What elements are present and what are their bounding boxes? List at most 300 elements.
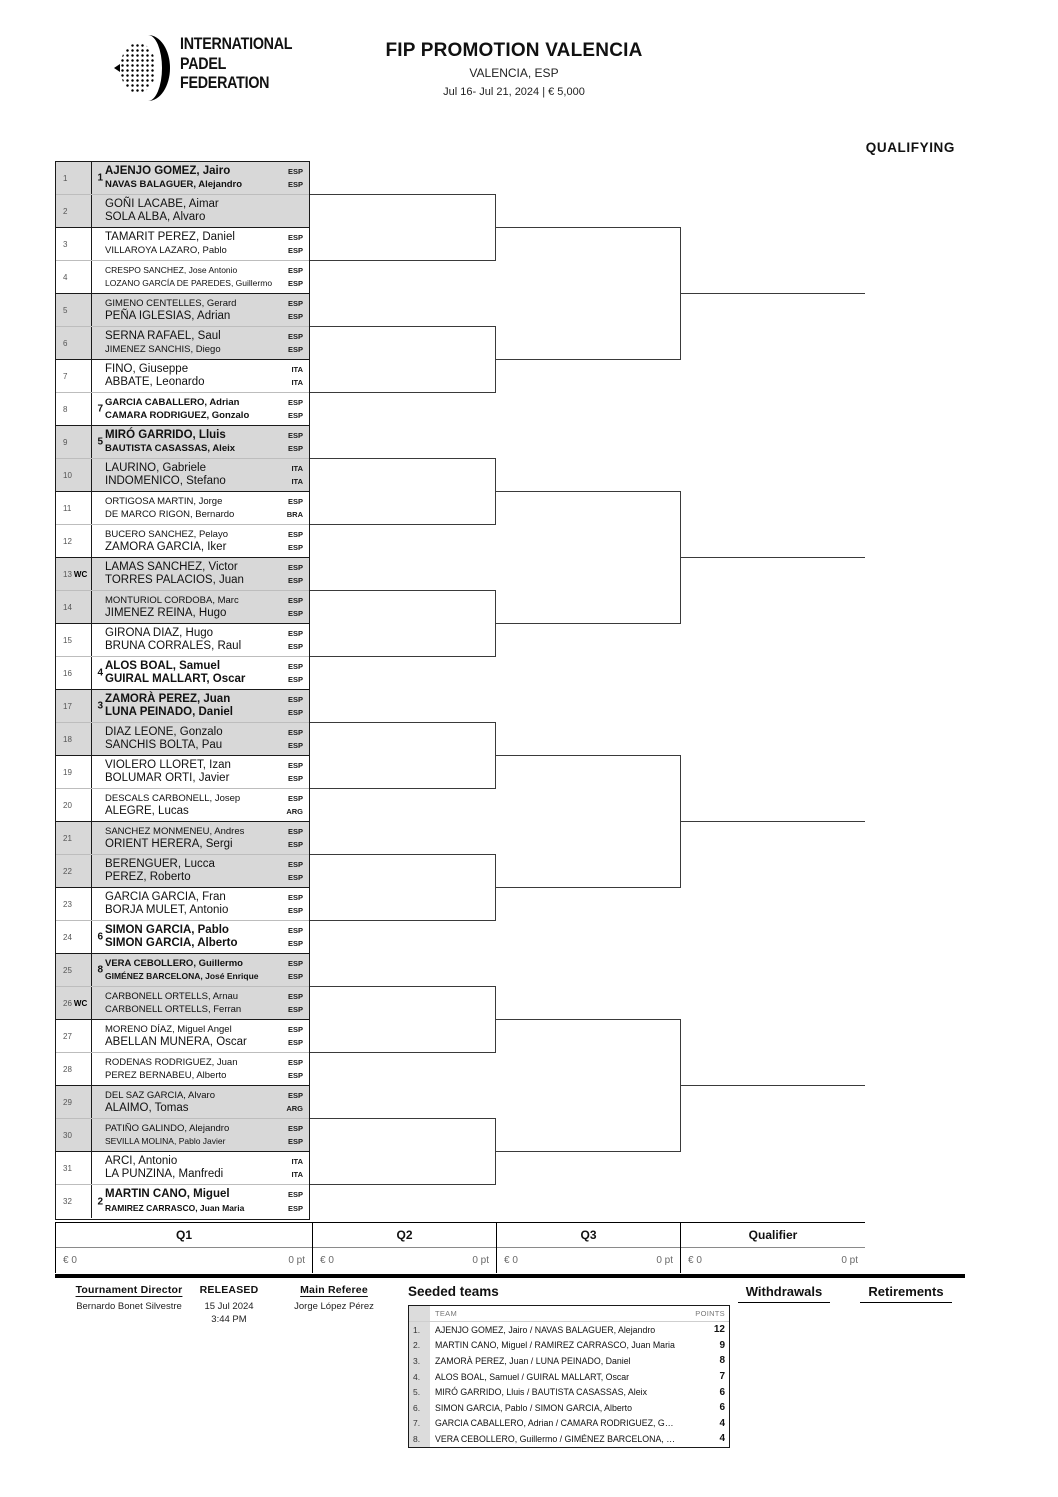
event-title: FIP PROMOTION VALENCIA [385, 40, 643, 61]
entry-position: 3 [63, 239, 68, 249]
seeded-team-rank: 4. [409, 1369, 430, 1385]
player-lines [105, 330, 309, 357]
player-line [105, 891, 309, 905]
player-line [105, 165, 309, 179]
seeded-team-row [409, 1416, 729, 1432]
country-code: ESP [287, 675, 303, 684]
bracket-line [310, 458, 495, 459]
seeded-team-rank: 2. [409, 1338, 430, 1354]
country-code: ESP [287, 972, 303, 981]
country-code: ESP [287, 232, 303, 242]
country-code: ESP [287, 1024, 303, 1034]
logo-arrow-icon [114, 64, 120, 72]
player-lines [105, 957, 309, 984]
country-code: ESP [287, 265, 303, 275]
player-lines [105, 1089, 309, 1116]
player-name: MARTIN CANO, Miguel [105, 1188, 230, 1200]
player-name: TAMARIT PEREZ, Daniel [105, 230, 235, 243]
bracket-line [310, 722, 495, 723]
entry-position: 27 [63, 1031, 72, 1041]
player-line [105, 1036, 309, 1050]
player-lines [105, 858, 309, 885]
player-name: DIAZ LEONE, Gonzalo [105, 725, 223, 738]
player-line [105, 957, 309, 971]
entry-position-cell [56, 261, 92, 293]
entry-team [92, 756, 309, 788]
player-line [105, 1135, 309, 1149]
round-column-q2 [312, 1222, 496, 1273]
player-lines [105, 561, 309, 588]
bracket-line [495, 1151, 680, 1152]
entry-team [92, 657, 309, 689]
entry-position-cell [56, 1185, 92, 1218]
round-column-q3 [496, 1222, 680, 1273]
player-name: BOLUMAR ORTI, Javier [105, 772, 230, 784]
entry-position-cell [56, 294, 92, 326]
bracket-line [495, 623, 680, 624]
released-time: 3:44 PM [211, 1314, 247, 1325]
country-code: ESP [287, 298, 303, 308]
country-code: ESP [287, 562, 303, 572]
seeded-team-points: 4 [719, 1433, 725, 1445]
country-code: ESP [287, 444, 303, 453]
country-code: ESP [287, 1137, 303, 1146]
player-name: VERA CEBOLLERO, Guillermo [105, 957, 243, 969]
tournament-director-label: Tournament Director [75, 1284, 183, 1296]
bracket-entry [56, 723, 309, 756]
country-code: ITA [291, 364, 303, 374]
player-line [105, 1089, 309, 1103]
player-line [105, 1102, 309, 1116]
country-code: ESP [287, 793, 303, 803]
released-label: RELEASED [199, 1284, 259, 1296]
country-code: ITA [291, 378, 303, 387]
country-code: ESP [287, 246, 303, 255]
seed-number: 8 [97, 964, 103, 976]
country-code: ESP [287, 609, 303, 618]
bracket-line [680, 557, 865, 558]
released-block [196, 1284, 262, 1325]
country-code: ESP [287, 774, 303, 783]
player-name: LAURINO, Gabriele [105, 461, 206, 474]
bracket-entry [56, 195, 309, 228]
seeded-team-points: 7 [719, 1371, 725, 1383]
country-code: ESP [287, 595, 303, 605]
player-line [105, 739, 309, 753]
entry-team [92, 1020, 309, 1052]
entry-position-cell [56, 1053, 92, 1085]
bracket-entry [56, 360, 309, 393]
country-code: ESP [287, 939, 303, 948]
player-line [105, 673, 309, 687]
player-line [105, 640, 309, 654]
player-name: GARCIA GARCIA, Fran [105, 890, 226, 903]
entry-team [92, 1185, 309, 1218]
entry-position-cell [56, 624, 92, 656]
seeded-team-points: 8 [719, 1355, 725, 1367]
bracket-entry [56, 921, 309, 954]
entry-position-cell [56, 360, 92, 392]
player-line [105, 363, 309, 377]
player-name: ABELLAN MUNERA, Oscar [105, 1036, 247, 1048]
entry-team [92, 327, 309, 359]
entry-position: 7 [63, 371, 68, 381]
round-prize-points [313, 1248, 496, 1272]
entry-position: 29 [63, 1097, 72, 1107]
player-line [105, 693, 309, 707]
entry-position-cell [56, 591, 92, 623]
player-name: ALOS BOAL, Samuel [105, 659, 221, 672]
seeded-team-row [409, 1338, 729, 1354]
seed-number: 6 [97, 931, 103, 943]
player-name: BERENGUER, Lucca [105, 857, 215, 870]
entry-team [92, 1086, 309, 1118]
player-line [105, 198, 309, 212]
entry-position-cell [56, 459, 92, 491]
entry-team [92, 492, 309, 524]
entry-position: 30 [63, 1130, 72, 1140]
entry-position: 26 [63, 998, 72, 1008]
seeded-team-rank: 1. [409, 1322, 430, 1338]
player-name: JIMENEZ REINA, Hugo [105, 607, 227, 619]
player-line [105, 442, 309, 456]
country-code: ESP [287, 892, 303, 902]
player-name: PEREZ, Roberto [105, 871, 191, 883]
player-name: ALAIMO, Tomas [105, 1102, 189, 1114]
entry-team [92, 954, 309, 986]
player-lines [105, 924, 309, 951]
player-line [105, 462, 309, 476]
player-name: AJENJO GOMEZ, Jairo [105, 164, 231, 177]
player-line [105, 1168, 309, 1182]
country-code: ESP [287, 1005, 303, 1014]
player-name: BRUNA CORRALES, Raul [105, 640, 242, 652]
country-code: ESP [287, 543, 303, 552]
tournament-director-block [65, 1284, 193, 1312]
player-name: CARBONELL ORTELLS, Ferran [105, 1004, 242, 1015]
seed-number: 5 [97, 436, 103, 448]
bracket-line [680, 293, 865, 294]
bracket-entry [56, 327, 309, 360]
seeded-points-column-header: POINTS [695, 1309, 725, 1318]
bracket-line [310, 194, 495, 195]
entry-team [92, 459, 309, 491]
seeded-team-row [409, 1400, 729, 1416]
player-lines [105, 660, 309, 687]
main-referee-label: Main Referee [300, 1284, 368, 1296]
bracket-entry [56, 690, 309, 723]
player-lines [105, 594, 309, 621]
round-points: 0 pt [656, 1254, 673, 1266]
country-code: ESP [287, 1090, 303, 1100]
player-line [105, 726, 309, 740]
entry-position-cell [56, 228, 92, 260]
player-name: BUCERO SANCHEZ, Pelayo [105, 528, 229, 540]
bracket-entry-list [55, 161, 310, 1220]
player-line [105, 594, 309, 608]
country-code: ESP [287, 1038, 303, 1047]
player-line [105, 937, 309, 951]
bracket-line [495, 755, 680, 756]
bracket-entry [56, 591, 309, 624]
player-line [105, 838, 309, 852]
round-prize: € 0 [63, 1254, 77, 1266]
entry-team [92, 228, 309, 260]
player-line [105, 409, 309, 423]
entry-team [92, 888, 309, 920]
entry-position-cell [56, 954, 92, 986]
entry-position-cell [56, 492, 92, 524]
bracket-entry [56, 888, 309, 921]
player-name: ORIENT HERERA, Sergi [105, 838, 233, 850]
player-line [105, 990, 309, 1004]
entry-team [92, 1119, 309, 1151]
entry-team [92, 591, 309, 623]
federation-logo-text [180, 34, 292, 93]
entry-team [92, 822, 309, 854]
round-points: 0 pt [288, 1254, 305, 1266]
entry-position: 16 [63, 668, 72, 678]
player-name: LUNA PEINADO, Daniel [105, 706, 234, 718]
player-line [105, 277, 309, 291]
player-line [105, 660, 309, 674]
country-code: ESP [287, 661, 303, 671]
bracket-entry [56, 261, 309, 294]
entry-team [92, 525, 309, 557]
country-code: ARG [286, 807, 303, 816]
entry-team [92, 921, 309, 953]
player-name: GIMENO CENTELLES, Gerard [105, 297, 237, 309]
player-name: DEL SAZ GARCIA, Alvaro [105, 1089, 215, 1101]
player-lines [105, 165, 309, 192]
bracket-line [310, 260, 495, 261]
country-code: ESP [287, 279, 303, 288]
entry-position-cell [56, 1152, 92, 1184]
entry-position-cell [56, 558, 92, 590]
seed-number: 7 [97, 403, 103, 415]
bracket-line [310, 1118, 495, 1119]
player-lines [105, 1056, 309, 1083]
entry-team [92, 789, 309, 821]
seeded-team-name: SIMON GARCIA, Pablo / SIMON GARCIA, Alberto [435, 1402, 633, 1413]
entry-position: 23 [63, 899, 72, 909]
seed-number: 2 [97, 1196, 103, 1207]
player-line [105, 508, 309, 522]
bracket-line [310, 590, 495, 591]
country-code: ESP [287, 411, 303, 420]
player-line [105, 1202, 309, 1216]
player-name: CARBONELL ORTELLS, Arnau [105, 990, 239, 1002]
bracket-line [310, 1184, 495, 1185]
bracket-entry [56, 855, 309, 888]
player-lines [105, 693, 309, 720]
country-code: ESP [287, 345, 303, 354]
round-column-qualifier [680, 1222, 865, 1273]
entry-position-cell [56, 987, 92, 1019]
round-column-q1 [55, 1222, 312, 1273]
player-name: LA PUNZINA, Manfredi [105, 1168, 224, 1180]
entry-position-cell [56, 921, 92, 953]
entry-position-cell [56, 426, 92, 458]
bracket-entry [56, 954, 309, 987]
event-header [279, 40, 749, 98]
round-label: Q1 [56, 1222, 312, 1248]
player-lines [105, 1122, 309, 1149]
entry-team [92, 294, 309, 326]
seeded-team-rank: 8. [409, 1431, 430, 1447]
player-lines [105, 1155, 309, 1182]
player-line [105, 178, 309, 192]
seeded-team-name: MARTIN CANO, Miguel / RAMIREZ CARRASCO, Juan Maria [435, 1340, 675, 1351]
wildcard-badge: WC [73, 569, 88, 579]
country-code: ESP [287, 180, 303, 189]
player-name: LOZANO GARCÍA DE PAREDES, Guillermo [105, 278, 273, 288]
seeded-team-rank: 6. [409, 1400, 430, 1416]
bracket-line [310, 920, 495, 921]
bracket-line [495, 359, 680, 360]
player-name: ALEGRE, Lucas [105, 805, 189, 817]
country-code: ESP [287, 529, 303, 539]
seeded-team-column-header: TEAM [435, 1309, 458, 1318]
entry-position-cell [56, 1119, 92, 1151]
player-line [105, 1023, 309, 1037]
player-line [105, 541, 309, 555]
seeded-teams-title: Seeded teams [408, 1284, 499, 1299]
entry-team [92, 1152, 309, 1184]
player-name: SOLA ALBA, Alvaro [105, 211, 206, 223]
country-code: ESP [287, 760, 303, 770]
main-referee-name: Jorge López Pérez [294, 1301, 374, 1312]
player-name: GOÑI LACABE, Aimar [105, 197, 219, 210]
seed-number: 1 [97, 172, 103, 184]
entry-position: 28 [63, 1064, 72, 1074]
player-name: ARCI, Antonio [105, 1154, 178, 1167]
country-code: ESP [287, 397, 303, 407]
entry-position-cell [56, 1020, 92, 1052]
bracket-entry [56, 558, 309, 591]
seeded-team-name: ALOS BOAL, Samuel / GUIRAL MALLART, Oscar [435, 1371, 630, 1382]
country-code: ARG [286, 1104, 303, 1113]
logo-arc-icon [126, 35, 170, 101]
player-name: ABBATE, Leonardo [105, 376, 205, 388]
entry-position: 18 [63, 734, 72, 744]
player-line [105, 429, 309, 443]
bracket-line [310, 524, 495, 525]
bracket-entry [56, 624, 309, 657]
player-name: MONTURIOL CORDOBA, Marc [105, 594, 239, 606]
round-prize-points [681, 1248, 865, 1272]
retirements-label: Retirements [860, 1284, 952, 1303]
entry-position-cell [56, 657, 92, 689]
bracket-line [495, 227, 680, 228]
entry-team [92, 261, 309, 293]
player-name: SEVILLA MOLINA, Pablo Javier [105, 1136, 226, 1146]
player-lines [105, 528, 309, 555]
player-name: SIMON GARCIA, Alberto [105, 937, 238, 949]
rounds-table [55, 1222, 866, 1273]
entry-team [92, 558, 309, 590]
player-line [105, 244, 309, 258]
round-points: 0 pt [472, 1254, 489, 1266]
entry-position: 2 [63, 206, 68, 216]
player-line [105, 528, 309, 542]
player-line [105, 1155, 309, 1169]
player-name: BAUTISTA CASASSAS, Aleix [105, 443, 236, 454]
entry-position-cell [56, 756, 92, 788]
country-code: ESP [287, 991, 303, 1001]
bracket-line [495, 491, 680, 492]
bracket-entry [56, 1053, 309, 1086]
bracket-entry [56, 1020, 309, 1053]
bracket-entry [56, 789, 309, 822]
player-line [105, 343, 309, 357]
bracket-line [310, 788, 495, 789]
qualifying-section-label: QUALIFYING [865, 140, 955, 155]
country-code: ESP [287, 1071, 303, 1080]
player-lines [105, 231, 309, 258]
entry-position: 21 [63, 833, 72, 843]
bracket-entry [56, 459, 309, 492]
seed-number: 4 [97, 667, 103, 679]
entry-team [92, 723, 309, 755]
logo-line-3: FEDERATION [180, 73, 270, 92]
player-line [105, 825, 309, 839]
player-line [105, 264, 309, 278]
country-code: ESP [287, 741, 303, 750]
bracket-line [310, 986, 495, 987]
entry-position: 25 [63, 965, 72, 975]
bracket-entry [56, 525, 309, 558]
player-lines [105, 429, 309, 456]
seeded-team-name: MIRÓ GARRIDO, Lluis / BAUTISTA CASASSAS, Aleix [435, 1387, 647, 1398]
bracket-line [310, 656, 495, 657]
player-lines [105, 363, 309, 390]
entry-team [92, 195, 309, 227]
country-code: ESP [287, 958, 303, 968]
player-name: ZAMORÀ PEREZ, Juan [105, 692, 231, 705]
player-line [105, 495, 309, 509]
player-lines [105, 264, 309, 291]
seeded-team-points: 6 [719, 1402, 725, 1414]
bracket-entry [56, 492, 309, 525]
round-prize: € 0 [688, 1254, 702, 1266]
round-prize-points [56, 1248, 312, 1272]
player-name: GUIRAL MALLART, Oscar [105, 673, 246, 685]
country-code: ESP [287, 1057, 303, 1067]
player-lines [105, 627, 309, 654]
country-code: ESP [287, 496, 303, 506]
bracket-entry [56, 294, 309, 327]
player-line [105, 310, 309, 324]
entry-team [92, 855, 309, 887]
player-lines [105, 462, 309, 489]
entry-position-cell [56, 195, 92, 227]
seeded-team-points: 4 [719, 1417, 725, 1429]
round-label: Qualifier [681, 1222, 865, 1248]
player-name: GIRONA DIAZ, Hugo [105, 626, 214, 639]
country-code: ESP [287, 925, 303, 935]
seeded-team-rank: 3. [409, 1353, 430, 1369]
country-code: ESP [287, 576, 303, 585]
entry-position: 1 [63, 173, 68, 183]
player-line [105, 330, 309, 344]
bracket-entry [56, 822, 309, 855]
seeded-team-name: ZAMORÀ PEREZ, Juan / LUNA PEINADO, Daniel [435, 1355, 631, 1366]
player-name: PATIÑO GALINDO, Alejandro [105, 1122, 230, 1134]
player-lines [105, 891, 309, 918]
bracket-line [495, 1019, 680, 1020]
entry-position: 11 [63, 503, 72, 513]
